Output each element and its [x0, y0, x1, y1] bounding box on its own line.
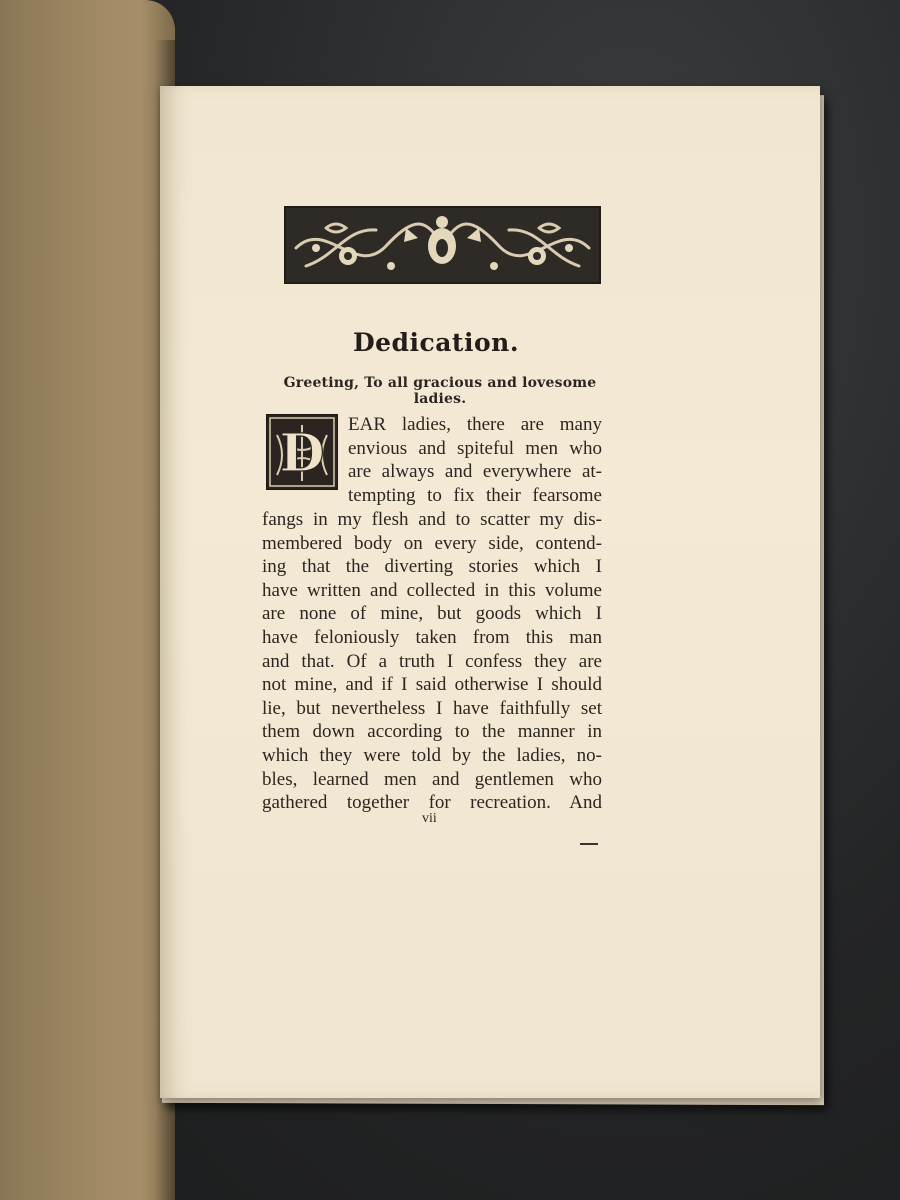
dropcap-initial [266, 414, 338, 490]
catchword-mark [580, 843, 598, 845]
text-line: membered body on every side, contend- [262, 532, 602, 554]
text-line: are always and everywhere at- [348, 461, 602, 483]
page-number: vii [422, 811, 437, 826]
text-line: are none of mine, but goods which I [262, 603, 602, 625]
text-line: fangs in my flesh and to scatter my dis- [262, 509, 602, 530]
text-line: not mine, and if I said otherwise I should [262, 674, 602, 696]
text-line: which they were told by the ladies, no- [262, 744, 602, 766]
text-line: lie, but nevertheless I have faithfully set [262, 697, 602, 719]
text-line: envious and spiteful men who [348, 437, 602, 459]
text-line: them down according to the manner in [262, 721, 602, 743]
text-line: tempting to fix their fearsome [348, 484, 602, 506]
page-title: Dedication. [352, 328, 520, 357]
text-line: have feloniously taken from this man [262, 626, 602, 648]
text-line: EAR ladies, there are many [348, 414, 602, 435]
indented-text-block [348, 413, 602, 507]
greeting-line: Greeting, To all gracious and lovesome ladies. [283, 375, 597, 407]
text-line: and that. Of a truth I confess they are [262, 650, 602, 672]
headpiece-ornament [284, 206, 601, 284]
text-line: ing that the diverting stories which I [262, 556, 602, 578]
text-line: gathered together for recreation. And [262, 792, 602, 814]
body-text-block [262, 508, 602, 815]
dropcap-letter: D [279, 423, 325, 484]
text-line: have written and collected in this volume [262, 579, 602, 601]
book-left-page [0, 0, 175, 1200]
text-line: bles, learned men and gentlemen who [262, 768, 602, 790]
